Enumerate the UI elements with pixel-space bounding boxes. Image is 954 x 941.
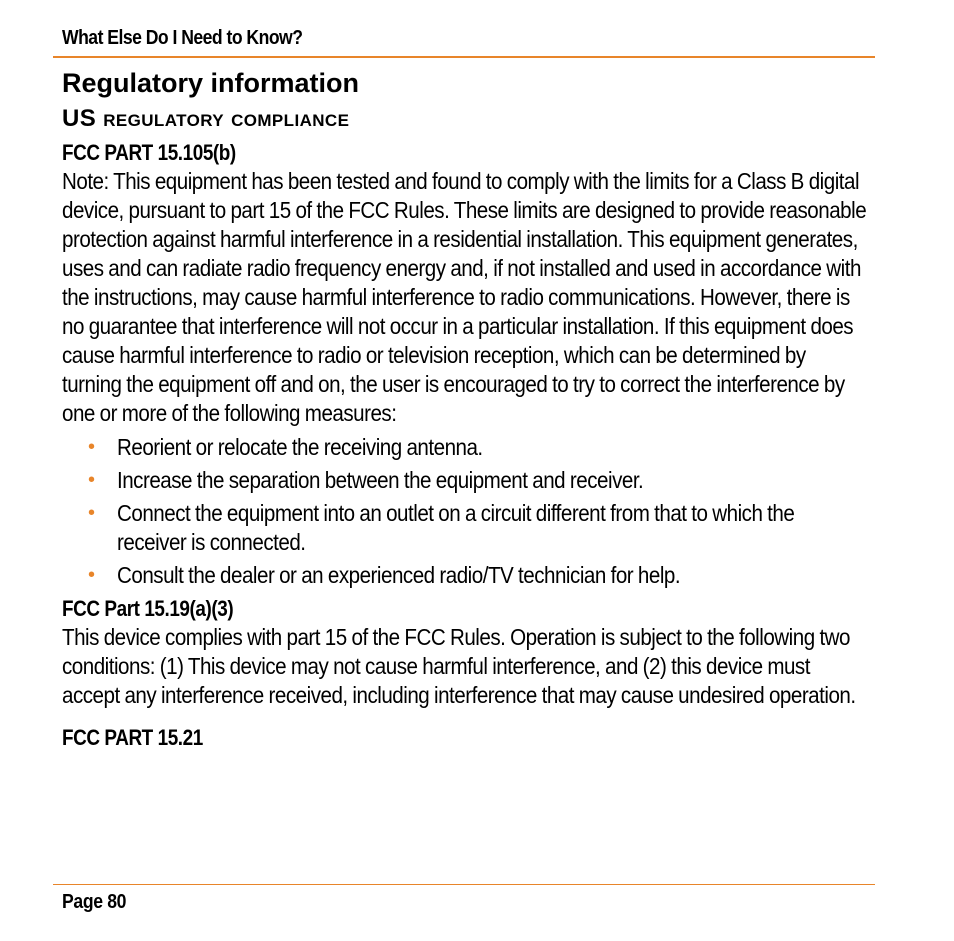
fcc-15-19-heading: FCC Part 15.19(a)(3) bbox=[62, 596, 234, 621]
list-item bbox=[62, 433, 862, 462]
bullet-icon: • bbox=[88, 564, 96, 586]
footer-divider bbox=[53, 884, 875, 885]
fcc-15-19-body: This device complies with part 15 of the FCC Rules. Operation is subject to the following two conditions: (1) This device may not cause harmful interference, and (2) this device must accept any interference received, including interference that may cause undesired operation. bbox=[62, 624, 856, 708]
running-header-title: What Else Do I Need to Know? bbox=[62, 27, 303, 49]
bullet-icon: • bbox=[88, 502, 96, 524]
fcc-15-105b-body: Note: This equipment has been tested and found to comply with the limits for a Class B digital device, pursuant to part 15 of the FCC Rules. These limits are designed to provide reasonable protection against harmful interference in a residential installation. This equipment generates, uses and can radiate radio frequency energy and, if not installed and used in accordance with the instructions, may cause harmful interference to radio communications. However, there is no guarantee that interference will not occur in a particular installation. If this equipment does cause harmful interference to radio or television reception, which can be determined by turning the equipment off and on, the user is encouraged to try to correct the interference by one or more of the following measures: bbox=[62, 168, 867, 426]
bullet-icon: • bbox=[88, 469, 96, 491]
list-item bbox=[62, 561, 862, 590]
list-item-text: Increase the separation between the equipment and receiver. bbox=[117, 467, 644, 493]
section-title: Regulatory information bbox=[62, 68, 360, 98]
header-divider bbox=[53, 56, 875, 58]
bullet-icon: • bbox=[88, 436, 96, 458]
measures-list bbox=[62, 433, 862, 590]
page-number: Page 80 bbox=[62, 891, 127, 913]
subsection-title: US regulatory compliance bbox=[62, 105, 350, 132]
fcc-15-105b-heading: FCC PART 15.105(b) bbox=[62, 140, 236, 165]
fcc-15-21-heading: FCC PART 15.21 bbox=[62, 725, 203, 750]
page-content bbox=[62, 66, 867, 752]
list-item-text: Consult the dealer or an experienced radio/TV technician for help. bbox=[117, 562, 681, 588]
list-item-text: Connect the equipment into an outlet on a circuit different from that to which the receiver is connected. bbox=[117, 500, 795, 555]
list-item bbox=[62, 466, 862, 495]
list-item bbox=[62, 499, 862, 557]
list-item-text: Reorient or relocate the receiving antenna. bbox=[117, 434, 483, 460]
